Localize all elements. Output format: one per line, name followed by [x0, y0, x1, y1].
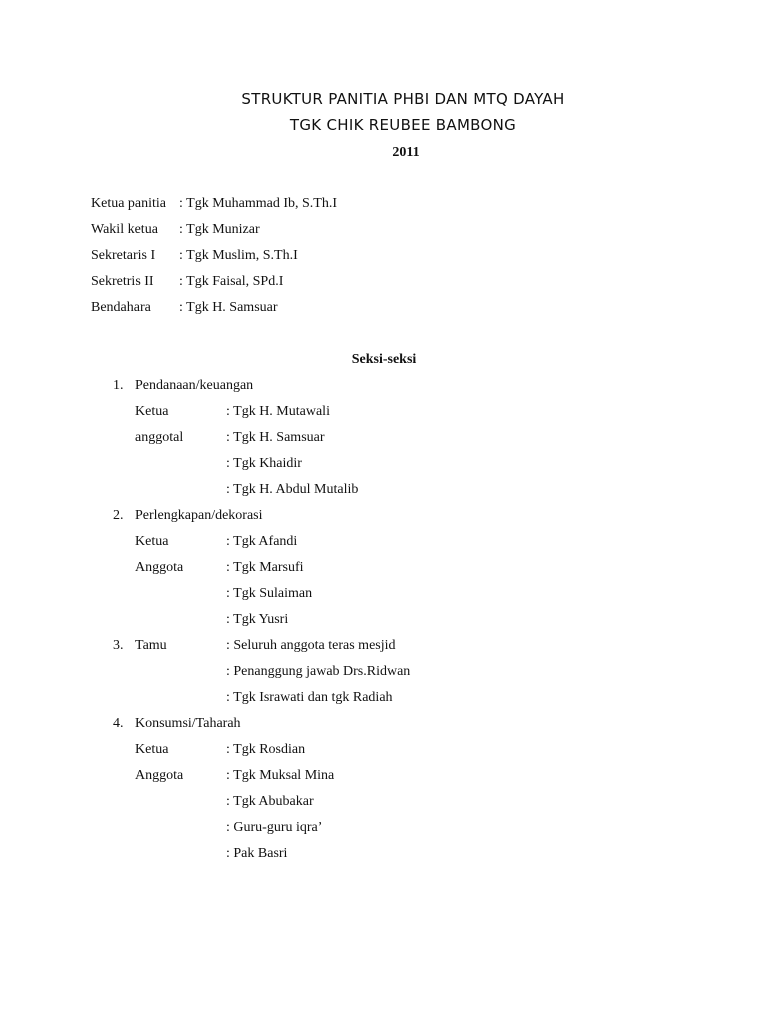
officer-name: : Tgk Faisal, SPd.I [179, 274, 284, 289]
section-row-role: Anggota [135, 560, 184, 575]
section-row-value: : Tgk Yusri [226, 612, 289, 627]
section-row-value: : Pak Basri [226, 846, 288, 861]
section-row-value: : Tgk H. Mutawali [226, 404, 330, 419]
section-row-role: Ketua [135, 404, 169, 419]
section-row-value: : Tgk Rosdian [226, 742, 306, 757]
sections-heading-text: Seksi-seksi [351, 352, 417, 367]
officer-name: : Tgk Muhammad Ib, S.Th.I [179, 196, 338, 211]
section-row-value: : Tgk Muksal Mina [226, 768, 335, 783]
officer-name: : Tgk Munizar [179, 222, 260, 237]
officer-role: Sekretris II [91, 274, 154, 289]
officer-role: Sekretaris I [91, 248, 156, 263]
section-number: 2. [113, 508, 124, 523]
document-title-line1: STRUKTUR PANITIA PHBI DAN MTQ DAYAH [241, 90, 565, 108]
section-number: 4. [113, 716, 124, 731]
officer-name: : Tgk Muslim, S.Th.I [179, 248, 298, 263]
section-row-role: Ketua [135, 742, 169, 757]
section-row-value: : Tgk Afandi [226, 534, 298, 549]
section-title: Tamu [135, 638, 167, 653]
section-row-value: : Tgk Israwati dan tgk Radiah [226, 690, 393, 705]
officer-role: Ketua panitia [91, 196, 167, 211]
section-row-value: : Tgk H. Samsuar [226, 430, 325, 445]
section-title: Pendanaan/keuangan [135, 378, 254, 393]
section-row-value: : Guru-guru iqra’ [226, 820, 323, 835]
section-number: 1. [113, 378, 124, 393]
section-row-value: : Tgk Khaidir [226, 456, 302, 471]
section-row-role: Ketua [135, 534, 169, 549]
document-year: 2011 [392, 145, 420, 160]
officer-role: Wakil ketua [91, 222, 158, 237]
section-row-role: anggotal [135, 430, 184, 445]
section-row-role: Anggota [135, 768, 184, 783]
section-row-value: : Tgk Abubakar [226, 794, 314, 809]
section-title: Perlengkapan/dekorasi [135, 508, 263, 523]
section-title: Konsumsi/Taharah [135, 716, 241, 731]
sections-heading [0, 352, 768, 368]
section-row-value: : Tgk H. Abdul Mutalib [226, 482, 359, 497]
section-row-value: : Tgk Marsufi [226, 560, 304, 575]
document-title-line2: TGK CHIK REUBEE BAMBONG [289, 116, 517, 134]
officer-role: Bendahara [91, 300, 151, 315]
section-row-value: : Tgk Sulaiman [226, 586, 313, 601]
section-number: 3. [113, 638, 124, 653]
section-row-value: : Seluruh anggota teras mesjid [226, 638, 396, 653]
officer-name: : Tgk H. Samsuar [179, 300, 278, 315]
section-row-value: : Penanggung jawab Drs.Ridwan [226, 664, 411, 679]
